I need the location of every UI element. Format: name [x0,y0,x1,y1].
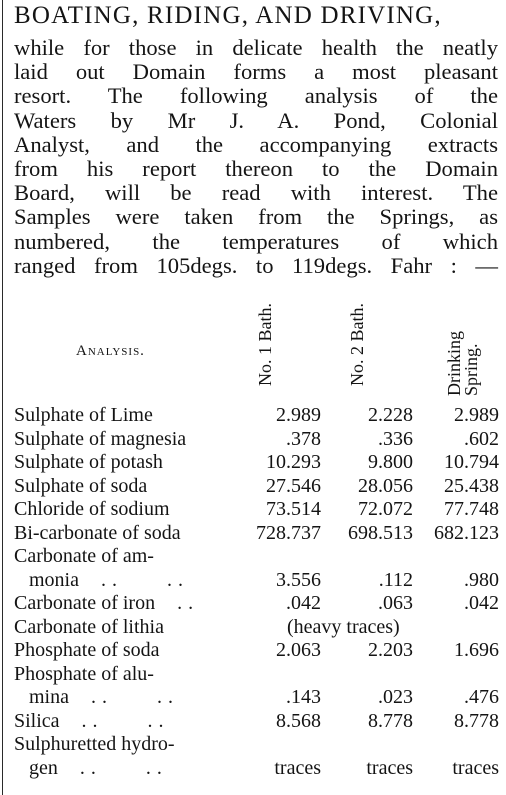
row-label-text: monia [14,568,79,591]
row-label-text: Sulphate of Lime [14,404,153,426]
row-label-text: Sulphuretted hydro- [14,733,175,755]
table-row [14,522,504,546]
cell-value: 8.778 [454,709,499,732]
row-label [14,592,199,615]
row-label [14,757,168,780]
row-label [14,404,153,427]
cell-value: 73.514 [266,498,321,520]
table-row [14,639,504,663]
row-label [14,569,189,592]
cell-value: .602 [464,427,499,450]
row-label [14,475,147,498]
table-row [14,616,504,640]
row-label-text: Carbonate of iron [14,592,156,614]
paragraph-line: laid out Domain forms a most pleasant [14,59,498,85]
row-label-text: Carbonate of lithia [14,615,164,638]
column-header-text: No. 2 Bath. [347,303,367,386]
cell-value: 1.696 [454,639,499,661]
row-label-text: Carbonate of am- [14,545,154,567]
paragraph-line: resort. The following analysis of the [14,83,498,109]
row-label [14,428,186,451]
cell-value: .042 [464,592,499,614]
cell-value: 9.800 [368,451,413,473]
paragraph-line: from his report thereon to the Domain [14,156,498,182]
row-label [14,733,175,756]
cell-value: 8.778 [368,709,413,732]
cell-value: 682.123 [434,521,499,544]
row-label [14,498,170,521]
table-row [14,545,504,569]
row-label-text: Chloride of sodium [14,498,170,520]
leader-dots: .. .. [81,709,170,732]
row-label [14,639,160,662]
table-row [14,569,504,593]
paragraph-line: ranged from 105degs. to 119degs. Fahr : — [14,252,498,278]
leader-dots: .. .. [91,686,179,708]
cell-value: .143 [286,686,321,708]
leader-dots: .. .. [101,568,189,591]
leader-dots: .. .. [79,756,168,779]
table-row [14,451,504,475]
analysis-table [14,404,504,780]
cell-value: .980 [464,568,499,591]
cell-value: 2.989 [276,404,321,426]
cell-value: 10.794 [444,451,499,473]
column-header-drinking-spring [446,324,480,396]
paragraph-line: Analyst, and the accompanying extracts [14,131,498,157]
column-header-no1-bath [255,303,275,386]
table-row [14,475,504,499]
table-row [14,710,504,734]
row-label-text: Phosphate of soda [14,639,160,661]
row-label [14,522,181,545]
cell-value: 77.748 [444,498,499,520]
cell-value: .042 [286,592,321,614]
row-label-text: Bi-carbonate of soda [14,521,181,544]
column-header-text: No. 1 Bath. [255,303,275,386]
cell-value: .112 [378,568,413,591]
cell-value: 2.989 [454,404,499,426]
cell-value: 3.556 [276,568,321,591]
table-row [14,592,504,616]
row-label-text: mina [14,686,69,708]
row-label-text: gen [14,756,58,779]
cell-value: 27.546 [266,474,321,497]
body-paragraph [14,36,498,278]
row-label-text: Sulphate of magnesia [14,427,187,450]
cell-value: 2.228 [368,404,413,426]
row-label-text: Phosphate of alu- [14,662,154,685]
cell-value: .378 [286,427,321,450]
cell-value: .063 [378,592,413,614]
table-row [14,428,504,452]
row-label-text: Sulphate of soda [14,474,148,497]
row-label-text: Sulphate of potash [14,451,163,473]
cell-value: 728.737 [256,521,321,544]
row-label [14,451,163,474]
paragraph-line: Waters by Mr J. A. Pond, Colonial [14,107,498,133]
cell-value: traces [366,756,413,779]
table-label: Analysis. [76,343,145,359]
paragraph-line: numbered, the temperatures of which [14,228,498,254]
row-label [14,663,154,686]
cell-value: 25.438 [444,474,499,497]
table-row [14,757,504,781]
row-label [14,710,170,733]
cell-value: traces [452,756,499,779]
table-row [14,733,504,757]
row-label [14,686,179,709]
row-label [14,616,164,639]
table-row [14,404,504,428]
cell-value: 698.513 [348,521,413,544]
paragraph-line: Board, will be read with interest. The [14,180,498,206]
leader-dots: .. [177,592,200,614]
paragraph-line: Samples were taken from the Springs, as [14,204,498,230]
table-row [14,686,504,710]
cell-value: .023 [378,686,413,708]
row-label-text: Silica [14,709,60,732]
column-header-no2-bath [347,303,367,386]
column-rule [2,0,3,795]
row-label [14,545,154,568]
cell-value: 72.072 [358,498,413,520]
paragraph-line: while for those in delicate health the neatly [14,35,498,60]
spanning-value: (heavy traces) [287,615,400,638]
cell-value: .476 [464,686,499,708]
cell-value: 2.063 [276,639,321,661]
cell-value: 2.203 [368,639,413,661]
cell-value: 10.293 [266,451,321,473]
cell-value: 8.568 [276,709,321,732]
section-heading: BOATING, RIDING, AND DRIVING, [14,2,442,29]
table-row [14,663,504,687]
table-row [14,498,504,522]
column-header-text: Drinking Spring. [444,331,481,396]
cell-value: .336 [378,427,413,450]
cell-value: 28.056 [358,474,413,497]
cell-value: traces [274,756,321,779]
